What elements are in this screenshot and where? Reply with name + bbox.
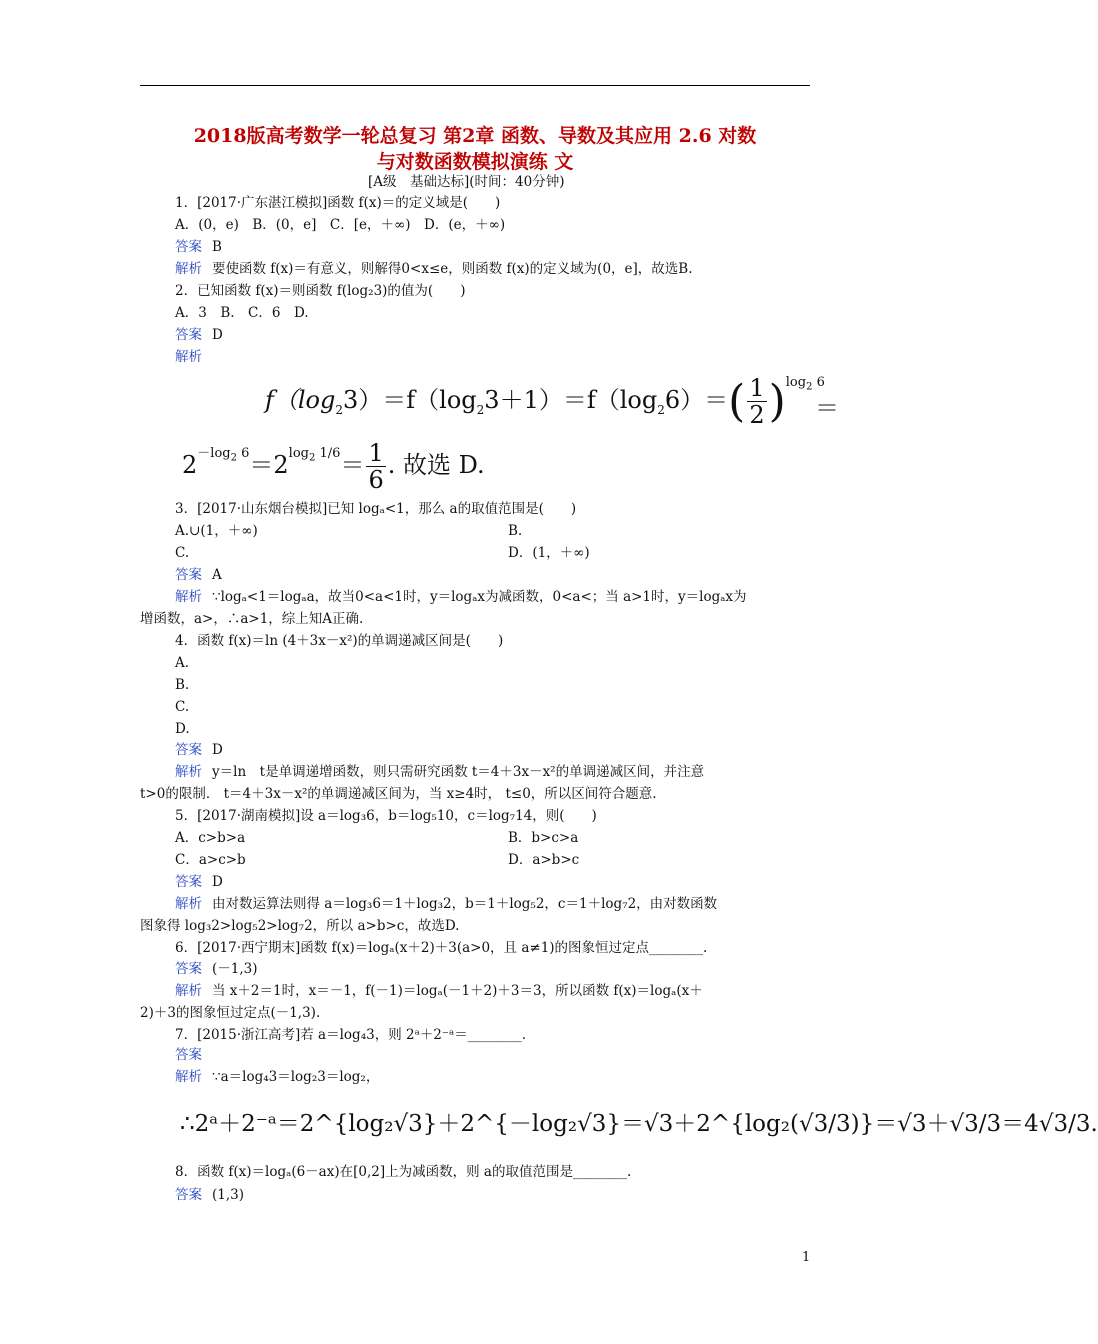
q5-answer: 答案 D — [175, 874, 223, 890]
q6-answer: 答案 (－1,3) — [175, 961, 258, 977]
analysis-label: 解析 — [175, 1069, 202, 1085]
answer-label: 答案 — [175, 742, 202, 758]
answer-label: 答案 — [175, 1047, 202, 1063]
q1-stem: 1．[2017·广东湛江模拟]函数 f(x)＝的定义域是( ) — [175, 195, 501, 211]
q4-option-c: C. — [175, 699, 190, 715]
q3-stem: 3．[2017·山东烟台模拟]已知 logₐ<1，那么 a的取值范围是( ) — [175, 501, 577, 517]
answer-label: 答案 — [175, 961, 202, 977]
title-line-2: 与对数函数模拟演练 文 — [376, 151, 574, 173]
q2-stem: 2．已知函数 f(x)＝则函数 f(log₂3)的值为( ) — [175, 283, 466, 299]
q5-option-c: C．a>c>b — [175, 852, 246, 868]
q4-stem: 4．函数 f(x)＝ln (4＋3x－x²)的单调递减区间是( ) — [175, 633, 504, 649]
q3-option-b: B. — [508, 523, 523, 539]
q3-option-d: D．(1，＋∞) — [508, 545, 590, 561]
q4-answer: 答案 D — [175, 742, 223, 758]
q7-stem: 7．[2015·浙江高考]若 a＝log₄3，则 2ᵃ＋2⁻ᵃ＝________. — [175, 1027, 526, 1043]
q4-option-b: B. — [175, 677, 190, 693]
q3-option-c: C. — [175, 545, 190, 561]
q1-analysis — [175, 260, 693, 278]
q4-option-a: A. — [175, 655, 190, 671]
q5-option-d: D．a>b>c — [508, 852, 580, 868]
q8-stem: 8．函数 f(x)＝logₐ(6－ax)在[0,2]上为减函数，则 a的取值范围是________. — [175, 1164, 632, 1180]
analysis-label: 解析 — [175, 983, 202, 999]
q2-answer — [175, 326, 223, 344]
q3-option-a: A.∪(1，＋∞) — [175, 523, 258, 539]
q2-formula-1: $f(\log_23)=f(\log_23+1)=f(\log_26)=$( $\frac{1}{2}$ )$^{log_2 6}$ — [265, 374, 825, 429]
q2-formula-2: $2^{-log_2 6}=2^{log_2 1/6}=$ $\frac{1}{6}$ . 故选 D. — [182, 439, 485, 494]
analysis-label: 解析 — [175, 764, 202, 780]
q6-analysis: 解析 当 x＋2＝1时，x＝－1，f(－1)＝logₐ(－1＋2)＋3＝3，所以函数 f(x)＝logₐ(x＋ — [175, 983, 703, 999]
analysis-label: 解析 — [175, 349, 202, 365]
q8-answer: 答案 (1,3) — [175, 1187, 245, 1203]
q6-analysis-cont: 2)＋3的图象恒过定点(－1,3). — [140, 1005, 321, 1021]
header-rule — [140, 85, 810, 86]
q7-analysis: 解析 ∵a＝log₄3＝log₂3＝log₂， — [175, 1069, 380, 1085]
q4-option-d: D. — [175, 721, 190, 737]
q4-analysis-cont: t>0的限制． t＝4＋3x－x²的单调递减区间为，当 x≥4时， t≤0，所以区间符合题意. — [140, 786, 657, 802]
q5-analysis-cont: 图象得 log₃2>log₅2>log₇2，所以 a>b>c，故选D. — [140, 918, 460, 934]
q7-formula: ∴2ᵃ＋2⁻ᵃ＝2^{log₂√3}＋2^{－log₂√3}＝√3＋2^{log₂(√3/3)}＝√3＋√3/3＝4√3/3. — [180, 1111, 1098, 1137]
answer-label: 答案 — [175, 874, 202, 890]
q5-stem: 5．[2017·湖南模拟]设 a＝log₃6，b＝log₅10，c＝log₇14，则( ) — [175, 808, 597, 824]
q7-answer — [175, 1046, 212, 1064]
q3-analysis: 解析 ∵logₐ<1＝logₐa，故当0<a<1时，y＝logₐx为减函数，0<a<；当 a>1时，y＝logₐx为 — [175, 589, 747, 605]
q2-answer-value: D — [212, 327, 223, 343]
q4-analysis: 解析 y＝ln t是单调递增函数，则只需研究函数 t＝4＋3x－x²的单调递减区间，并注意 — [175, 764, 705, 780]
q2-formula-1-eq: ＝ — [815, 394, 839, 422]
q3-answer: 答案 A — [175, 567, 222, 583]
q3-analysis-cont: 增函数，a>，∴a>1，综上知A正确. — [140, 611, 364, 627]
answer-label: 答案 — [175, 1187, 202, 1203]
q5-option-a: A．c>b>a — [175, 830, 246, 846]
q1-options: A．(0，e) B．(0，e] C．[e，＋∞) D．(e，＋∞) — [175, 217, 506, 233]
q6-stem: 6．[2017·西宁期末]函数 f(x)＝logₐ(x＋2)＋3(a>0，且 a≠1)的图象恒过定点________. — [175, 940, 708, 956]
q5-option-b: B．b>c>a — [508, 830, 579, 846]
analysis-label: 解析 — [175, 896, 202, 912]
analysis-label: 解析 — [175, 261, 202, 277]
subtitle: [A级 基础达标](时间：40分钟) — [368, 174, 565, 190]
answer-label: 答案 — [175, 327, 202, 343]
q5-analysis: 解析 由对数运算法则得 a＝log₃6＝1＋log₃2，b＝1＋log₅2，c＝1＋log₇2，由对数函数 — [175, 896, 718, 912]
q1-answer — [175, 238, 222, 256]
title-line-1: 2018版高考数学一轮总复习 第2章 函数、导数及其应用 2.6 对数 — [193, 125, 757, 147]
answer-label: 答案 — [175, 239, 202, 255]
q1-analysis-text: 要使函数 f(x)＝有意义，则解得0<x≤e，则函数 f(x)的定义域为(0，e]，故选B. — [212, 261, 693, 277]
q2-options: A．3 B. C．6 D. — [175, 305, 309, 321]
q1-answer-value: B — [212, 239, 222, 255]
analysis-label: 解析 — [175, 589, 202, 605]
page-number: 1 — [802, 1250, 811, 1265]
q2-analysis — [175, 348, 212, 366]
answer-label: 答案 — [175, 567, 202, 583]
